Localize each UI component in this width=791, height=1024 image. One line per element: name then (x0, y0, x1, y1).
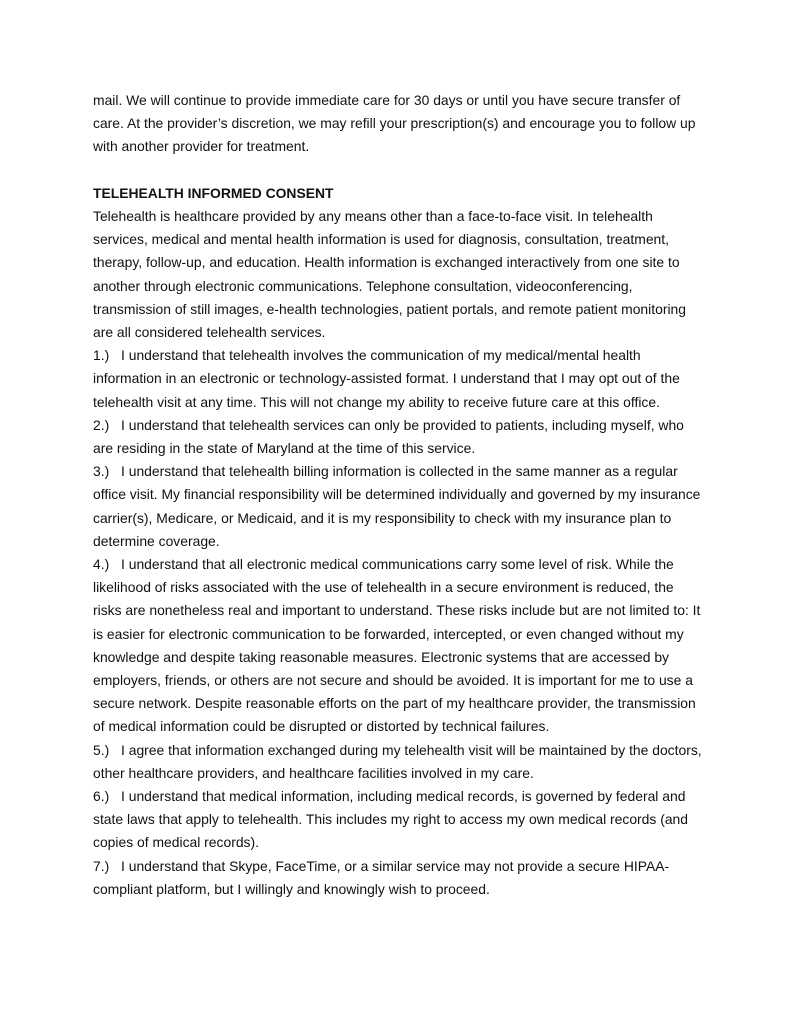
list-item (93, 460, 705, 553)
list-item (93, 855, 705, 901)
consent-list (93, 344, 705, 901)
list-item (93, 344, 705, 414)
intro-paragraph: mail. We will continue to provide immediate care for 30 days or until you have secure transfer of care. At the provider’s discretion, we may refill your prescription(s) and encourage you to follow up with another provider for treatment. (93, 92, 696, 155)
item-text: I understand that all electronic medical communications carry some level of risk. While the likelihood of risks associated with the use of telehealth in a secure environment is reduced, the risks are nonetheless real and important to understand. These risks include but are not limited to: It is easier for electronic communication to be forwarded, intercepted, or even changed without my knowledge and despite taking reasonable measures. Electronic systems that are accessed by employers, friends, or others are not secure and should be avoided. It is important for me to use a secure network. Despite reasonable efforts on the part of my healthcare provider, the transmission of medical information could be disrupted or distorted by technical failures. (93, 556, 701, 735)
item-text: I agree that information exchanged during my telehealth visit will be maintained by the doctors, other healthcare providers, and healthcare facilities involved in my care. (93, 741, 702, 781)
item-number: 3.) (93, 463, 110, 480)
item-text: I understand that medical information, including medical records, is governed by federal and state laws that apply to telehealth. This includes my right to access my own medical records (and copies of medical records). (93, 788, 689, 851)
list-item (93, 414, 705, 460)
list-item (93, 739, 705, 785)
item-text: I understand that telehealth involves the communication of my medical/mental health information in an electronic or technology-assisted format. I understand that I may opt out of the telehealth visit at any time. This will not change my ability to receive future care at this office. (93, 347, 680, 410)
item-number: 2.) (93, 416, 110, 433)
item-text: I understand that telehealth billing information is collected in the same manner as a regular office visit. My financial responsibility will be determined individually and governed by my insurance carrier(s), Medicare, or Medicaid, and it is my responsibility to check with my insurance plan to determine coverage. (93, 463, 701, 549)
item-number: 7.) (93, 857, 110, 874)
document-page (93, 89, 705, 901)
list-item (93, 785, 705, 855)
section-intro-paragraph: Telehealth is healthcare provided by any means other than a face-to-face visit. In telehealth services, medical and mental health information is used for diagnosis, consultation, treatment, therapy, follow-up, and education. Health information is exchanged interactively from one site to another through electronic communications. Telephone consultation, videoconferencing, transmission of still images, e-health technologies, patient portals, and remote patient monitoring are all considered telehealth services. (93, 208, 686, 341)
item-number: 4.) (93, 556, 110, 573)
item-number: 5.) (93, 741, 110, 758)
item-number: 1.) (93, 347, 110, 364)
item-text: I understand that telehealth services can only be provided to patients, including myself, who are residing in the state of Maryland at the time of this service. (93, 416, 684, 457)
item-number: 6.) (93, 788, 110, 805)
list-item (93, 553, 705, 739)
section-heading: TELEHEALTH INFORMED CONSENT (93, 184, 334, 201)
item-text: I understand that Skype, FaceTime, or a similar service may not provide a secure HIPAA-compliant platform, but I willingly and knowingly wish to proceed. (93, 857, 670, 897)
